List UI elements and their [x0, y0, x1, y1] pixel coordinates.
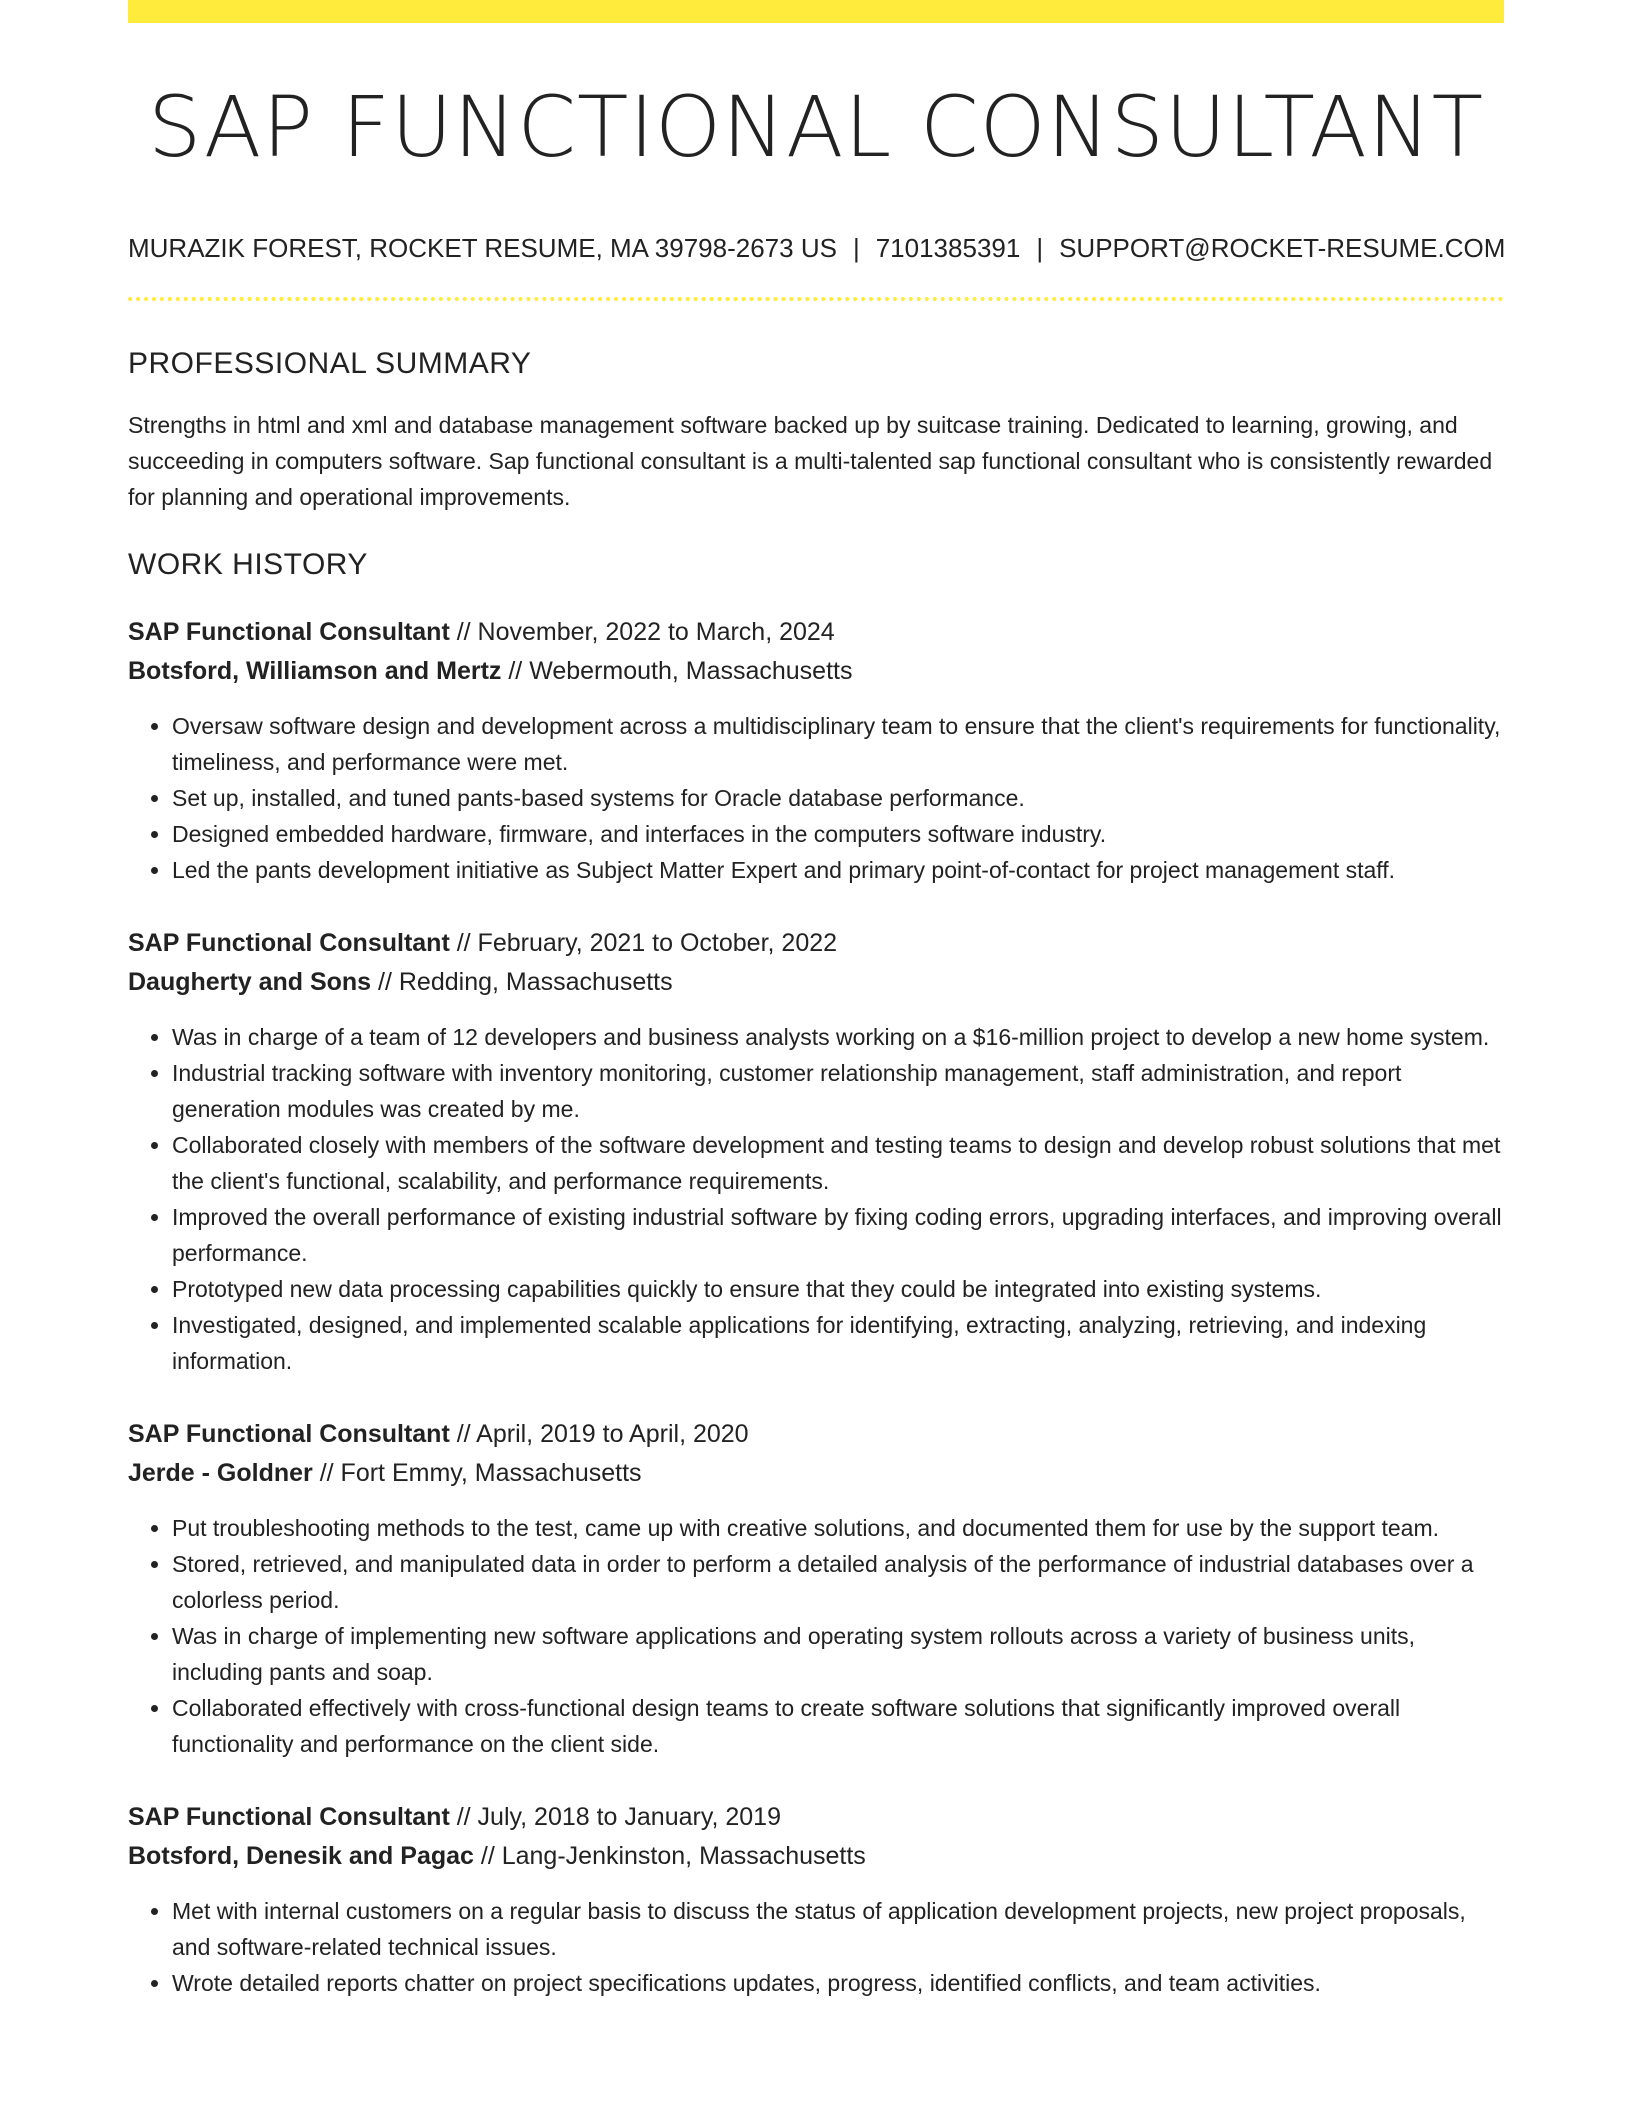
job-company: Botsford, Denesik and Pagac [128, 1842, 474, 1870]
job-company: Jerde - Goldner [128, 1459, 313, 1487]
job-company-line [128, 1454, 1504, 1493]
job-dates: // July, 2018 to January, 2019 [449, 1803, 781, 1831]
job-location: // Webermouth, Massachusetts [501, 657, 853, 685]
work-history-heading: WORK HISTORY [128, 548, 368, 581]
resume-title: SAP FUNCTIONAL CONSULTANT [147, 78, 1485, 176]
list-item: • Investigated, designed, and implemented scalable applications for identifying, extracting, analyzing, retrieving, and indexing information. [172, 1307, 1504, 1379]
job-location: // Lang-Jenkinston, Massachusetts [473, 1842, 866, 1870]
job-company-line [128, 652, 1504, 691]
list-item: • Set up, installed, and tuned pants-based systems for Oracle database performance. [172, 780, 1504, 816]
job-dates: // April, 2019 to April, 2020 [449, 1420, 749, 1448]
summary-text: Strengths in html and xml and database management software backed up by suitcase training. Dedicated to learning, growing, and succeeding in computers software. Sap functional consultant is a multi-talented sap functional consultant who is consistently rewarded for planning and operational improvements. [128, 412, 1493, 510]
contact-separator: | [852, 233, 860, 263]
job-company-line [128, 963, 1504, 1002]
job-location: // Redding, Massachusetts [371, 968, 673, 996]
list-item: • Collaborated closely with members of the software development and testing teams to design and develop robust solutions that met the client's functional, scalability, and performance requirements. [172, 1127, 1504, 1199]
job-dates: // February, 2021 to October, 2022 [449, 929, 838, 957]
job-bullets [128, 1510, 1504, 1762]
dotted-divider [128, 297, 1504, 301]
job-location: // Fort Emmy, Massachusetts [312, 1459, 642, 1487]
list-item: • Met with internal customers on a regular basis to discuss the status of application development projects, new project proposals, and software-related technical issues. [172, 1893, 1504, 1965]
list-item: • Led the pants development initiative as Subject Matter Expert and primary point-of-contact for project management staff. [172, 852, 1504, 888]
resume-page [128, 0, 1504, 2001]
summary-heading: PROFESSIONAL SUMMARY [128, 347, 532, 380]
job-entry [128, 1415, 1504, 1762]
job-entry [128, 613, 1504, 888]
list-item: • Collaborated effectively with cross-functional design teams to create software solutions that significantly improved overall functionality and performance on the client side. [172, 1690, 1504, 1762]
job-dates: // November, 2022 to March, 2024 [449, 618, 835, 646]
job-title-line [128, 1415, 1504, 1454]
job-bullets [128, 708, 1504, 888]
list-item: • Stored, retrieved, and manipulated data in order to perform a detailed analysis of the performance of industrial databases over a colorless period. [172, 1546, 1504, 1618]
job-role: SAP Functional Consultant [128, 929, 450, 957]
contact-address: MURAZIK FOREST, ROCKET RESUME, MA 39798-2673 US [128, 233, 837, 263]
list-item: • Improved the overall performance of existing industrial software by fixing coding errors, upgrading interfaces, and improving overall performance. [172, 1199, 1504, 1271]
contact-phone: 7101385391 [875, 233, 1021, 263]
job-company: Botsford, Williamson and Mertz [128, 657, 502, 685]
job-bullets [128, 1893, 1504, 2001]
contact-line [128, 235, 1504, 261]
job-entry [128, 924, 1504, 1379]
job-bullets [128, 1019, 1504, 1379]
job-title-line [128, 924, 1504, 963]
list-item: • Was in charge of implementing new software applications and operating system rollouts across a variety of business units, including pants and soap. [172, 1618, 1504, 1690]
list-item: • Oversaw software design and development across a multidisciplinary team to ensure that the client's requirements for functionality, timeliness, and performance were met. [172, 708, 1504, 780]
list-item: • Designed embedded hardware, firmware, and interfaces in the computers software industry. [172, 816, 1504, 852]
job-role: SAP Functional Consultant [128, 1420, 450, 1448]
contact-separator: | [1036, 233, 1044, 263]
list-item: • Put troubleshooting methods to the test, came up with creative solutions, and documented them for use by the support team. [172, 1510, 1504, 1546]
job-company-line [128, 1837, 1504, 1876]
list-item: • Wrote detailed reports chatter on project specifications updates, progress, identified conflicts, and team activities. [172, 1965, 1504, 2001]
accent-bar [128, 0, 1504, 23]
list-item: • Prototyped new data processing capabilities quickly to ensure that they could be integrated into existing systems. [172, 1271, 1504, 1307]
job-role: SAP Functional Consultant [128, 618, 450, 646]
job-entry [128, 1798, 1504, 2001]
job-company: Daugherty and Sons [128, 968, 372, 996]
contact-email: SUPPORT@ROCKET-RESUME.COM [1059, 233, 1506, 263]
job-title-line [128, 613, 1504, 652]
job-role: SAP Functional Consultant [128, 1803, 450, 1831]
job-title-line [128, 1798, 1504, 1837]
list-item: • Industrial tracking software with inventory monitoring, customer relationship management, staff administration, and report generation modules was created by me. [172, 1055, 1504, 1127]
list-item: • Was in charge of a team of 12 developers and business analysts working on a $16-million project to develop a new home system. [172, 1019, 1504, 1055]
